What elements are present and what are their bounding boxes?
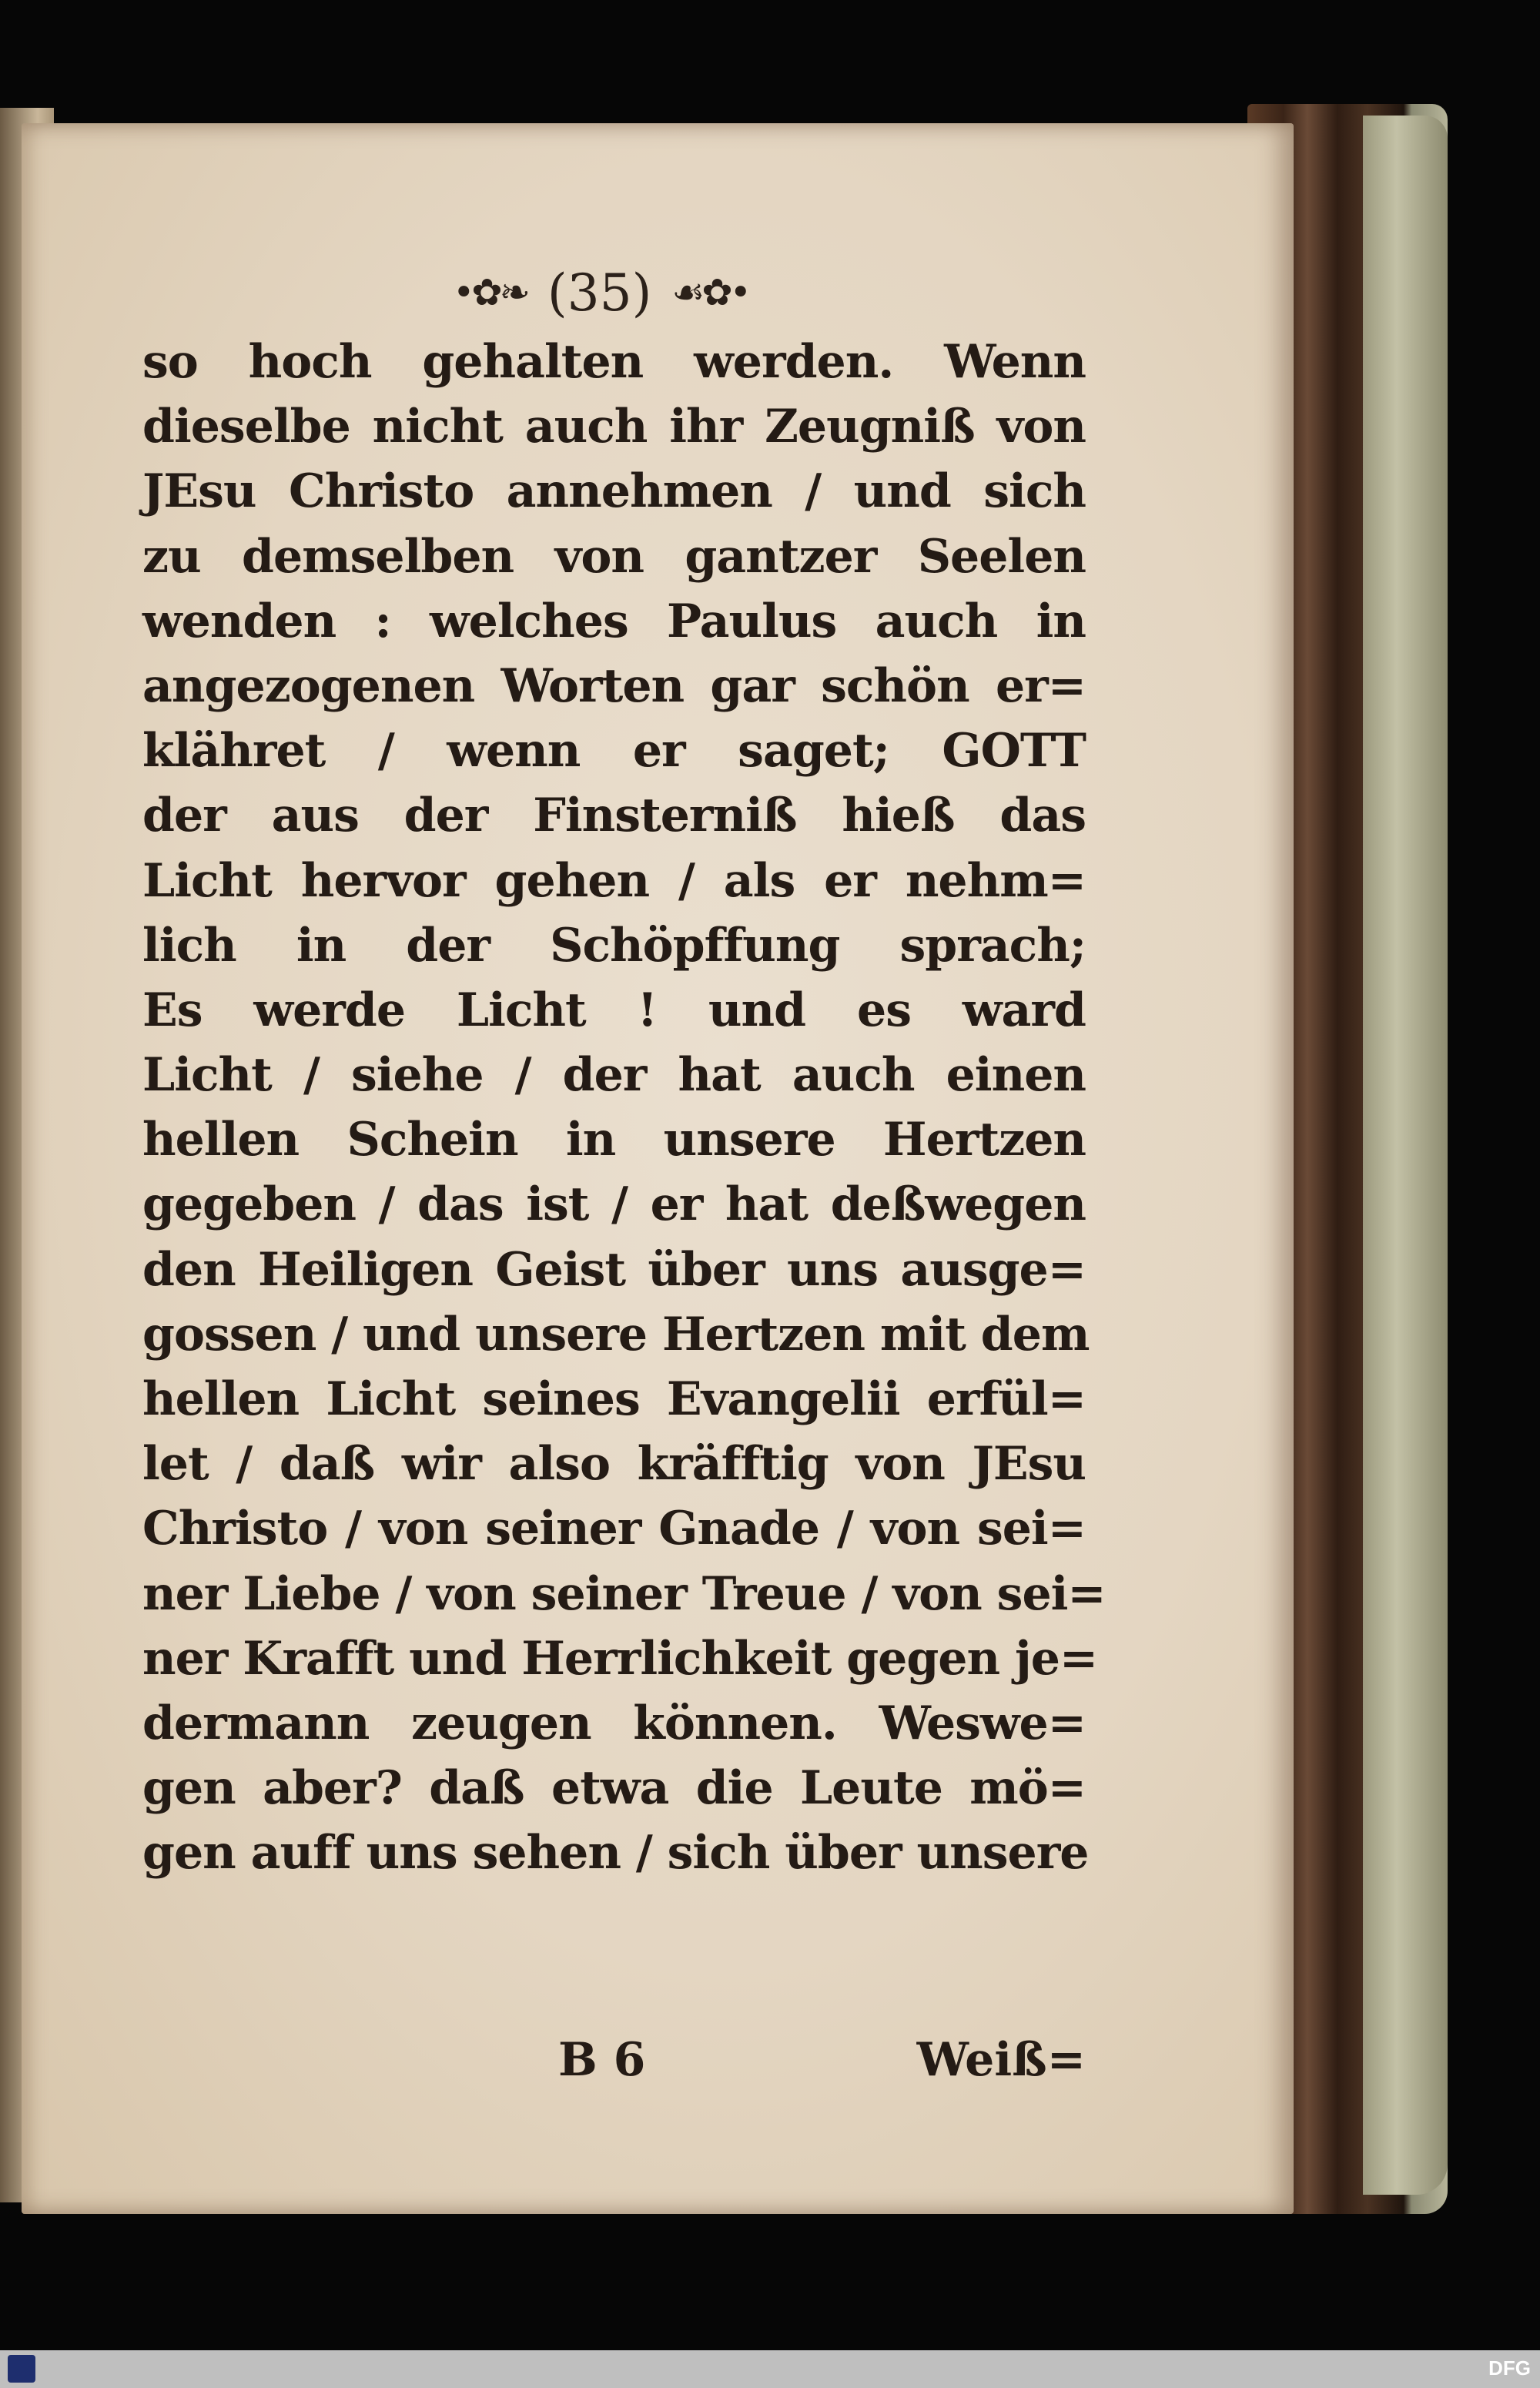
- text-line: wenden : welches Paulus auch in: [142, 594, 1086, 648]
- text-line: JEsu Christo annehmen / und sich: [142, 464, 1086, 519]
- text-line: Licht / siehe / der hat auch einen: [142, 1048, 1086, 1103]
- text-line: dieselbe nicht auch ihr Zeugniß von: [142, 400, 1086, 454]
- text-line: so hoch gehalten werden. Wenn: [142, 335, 1086, 389]
- text-line: gen auff uns sehen / sich über unsere: [142, 1826, 1089, 1881]
- viewer-bottom-bar: [0, 2350, 1540, 2388]
- ornament-right-icon: ☙✿•: [671, 271, 748, 314]
- text-line: zu demselben von gantzer Seelen: [142, 529, 1086, 584]
- text-line: gen aber? daß etwa die Leute mö=: [142, 1761, 1086, 1816]
- dfg-logo: DFG: [1488, 2356, 1531, 2380]
- text-line: Christo / von seiner Gnade / von sei=: [142, 1502, 1086, 1556]
- text-line: ner Liebe / von seiner Treue / von sei=: [142, 1566, 1106, 1621]
- text-line: gossen / und unsere Hertzen mit dem: [142, 1307, 1090, 1361]
- signature-mark: B 6: [558, 2033, 646, 2087]
- text-line: let / daß wir also kräfftig von JEsu: [142, 1437, 1086, 1492]
- text-line: dermann zeugen können. Weswe=: [142, 1696, 1086, 1750]
- text-line: hellen Schein in unsere Hertzen: [142, 1113, 1086, 1167]
- text-line: gegeben / das ist / er hat deßwegen: [142, 1177, 1086, 1232]
- text-line: lich in der Schöpffung sprach;: [142, 918, 1086, 973]
- text-line: den Heiligen Geist über uns ausge=: [142, 1242, 1086, 1297]
- page-number: (35): [547, 263, 652, 323]
- catchword: Weiß=: [916, 2033, 1086, 2087]
- book-cover-edge: [1363, 116, 1448, 2195]
- library-logo-icon: [8, 2355, 35, 2383]
- text-line: ner Krafft und Herrlichkeit gegen je=: [142, 1631, 1098, 1686]
- page-header: [400, 258, 801, 327]
- page-footer: [142, 2033, 1086, 2102]
- text-line: angezogenen Worten gar schön er=: [142, 658, 1086, 713]
- text-line: klähret / wenn er saget; GOTT: [142, 724, 1086, 779]
- ornament-left-icon: •✿❧: [453, 271, 527, 314]
- text-line: Es werde Licht ! und es ward: [142, 983, 1086, 1037]
- text-line: der aus der Finsterniß hieß das: [142, 789, 1086, 843]
- text-line: Licht hervor gehen / als er nehm=: [142, 853, 1086, 908]
- text-line: hellen Licht seines Evangelii erfül=: [142, 1372, 1086, 1426]
- body-text: [142, 330, 1106, 1886]
